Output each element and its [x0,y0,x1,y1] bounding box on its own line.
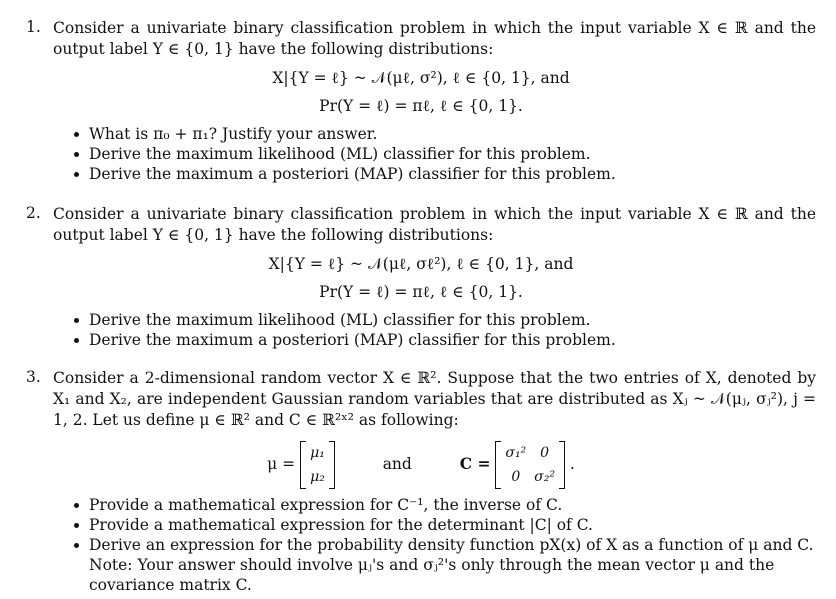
equation-line: X|{Y = ℓ} ~ 𝒩(μℓ, σ²), ℓ ∈ {0, 1}, and [272,69,570,87]
problem-number: 3. [26,368,41,386]
mu-vector [300,441,335,489]
equation-line: X|{Y = ℓ} ~ 𝒩(μℓ, σℓ²), ℓ ∈ {0, 1}, and [268,255,574,273]
c-matrix [495,441,565,489]
matrix-cell: σ₂² [534,469,555,485]
task-item: Derive the maximum a posteriori (MAP) classifier for this problem. [26,164,816,184]
task-list [26,124,816,184]
mu-label: μ = [267,455,296,473]
matrix-cell: 0 [540,445,550,461]
task-list [26,310,816,350]
problem-3 [26,368,816,595]
problem-statement: Consider a 2-dimensional random vector X ∈ ℝ². Suppose that the two entries of X, denoted by X₁ and X₂, are independent Gaussian random variables that are distributed as Xⱼ ~ 𝒩(μⱼ, σⱼ²), j = 1, 2. Let us define μ ∈ ℝ² and C ∈ ℝ²ˣ² as following: [53,369,816,429]
task-item: Provide a mathematical expression for C⁻¹, the inverse of C. [26,495,816,515]
task-item: Derive the maximum likelihood (ML) classifier for this problem. [26,310,816,330]
matrix-cell: μ₁ [310,445,325,461]
matrix-cell: μ₂ [310,469,325,485]
equation-end: . [569,455,575,473]
problem-number: 1. [26,18,41,36]
task-item: Provide a mathematical expression for the determinant |C| of C. [26,515,816,535]
problem-statement: Consider a univariate binary classification problem in which the input variable X ∈ ℝ and the output label Y ∈ {0, 1} have the following distributions: [53,205,816,244]
problem-2 [26,204,816,350]
task-item: Derive the maximum likelihood (ML) classifier for this problem. [26,144,816,164]
problem-number: 2. [26,204,41,222]
task-item: Derive an expression for the probability density function pX(x) of X as a function of μ and C. Note: Your answer should involve μⱼ's and σⱼ²'s only through the mean vector μ and the covariance matrix C. [26,535,816,595]
task-list [26,495,816,595]
task-item: Derive the maximum a posteriori (MAP) classifier for this problem. [26,330,816,350]
c-label: C = [459,454,491,473]
matrix-equation [26,441,816,485]
task-item: What is π₀ + π₁? Justify your answer. [26,124,816,144]
matrix-cell: 0 [511,469,521,485]
problem-statement: Consider a univariate binary classification problem in which the input variable X ∈ ℝ and the output label Y ∈ {0, 1} have the following distributions: [53,19,816,58]
matrix-cell: σ₁² [505,445,527,461]
equation-line: Pr(Y = ℓ) = πℓ, ℓ ∈ {0, 1}. [319,97,523,115]
and-label: and [382,455,412,473]
problem-1 [26,18,816,184]
equation-line: Pr(Y = ℓ) = πℓ, ℓ ∈ {0, 1}. [319,283,523,301]
